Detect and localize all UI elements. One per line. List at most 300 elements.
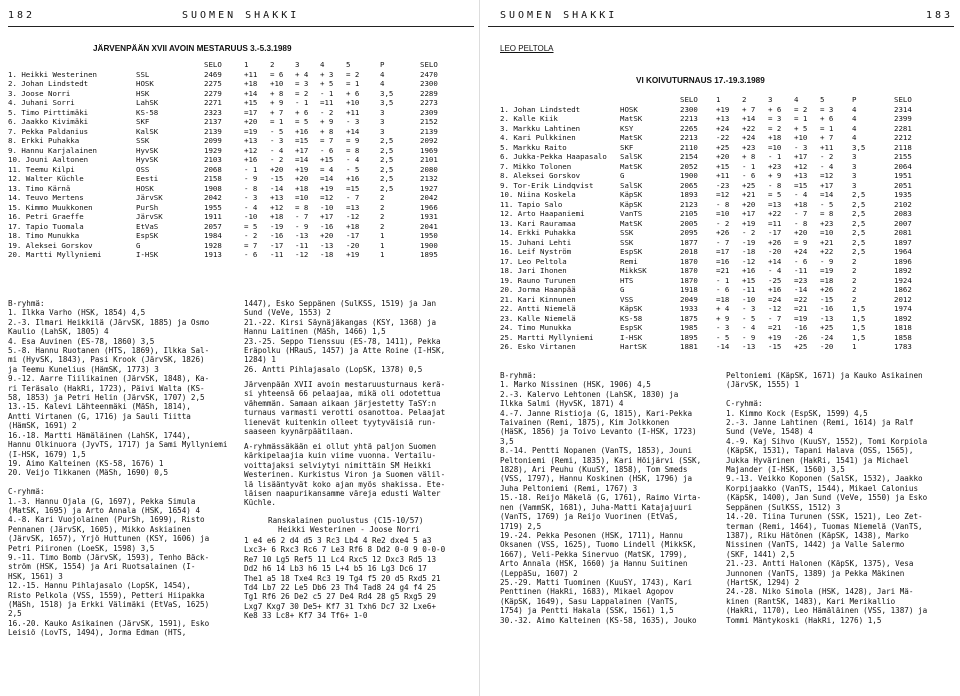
cell-club: PurSh [136, 202, 159, 212]
cell-r1: +13 [244, 136, 258, 145]
cell-r1: +20 [244, 117, 258, 126]
table-row [500, 247, 954, 257]
cell-p: 1,5 [852, 323, 866, 332]
table-row [8, 108, 476, 118]
cell-r2: - 1 [742, 161, 756, 171]
cell-tpr: 2212 [894, 133, 912, 142]
cell-tpr: 1951 [894, 171, 912, 180]
cell-p: 2,5 [380, 155, 394, 164]
cell-r4: +10 [794, 133, 808, 142]
cell-club: SalSK [620, 152, 643, 161]
cell-name: 6. Jaakko Kivimäki [8, 117, 89, 126]
cell-r5: - 9 [820, 256, 834, 266]
cell-r1: - 5 [716, 332, 730, 342]
cell-r1: - 1 [716, 275, 730, 285]
cell-tpr: 2399 [894, 114, 912, 123]
cell-r2: = 1 [270, 117, 284, 126]
cell-p: 3,5 [380, 98, 394, 107]
cell-r3: + 6 [768, 104, 782, 114]
cell-r3: - 9 [295, 221, 309, 231]
cell-name: 10. Jouni Aaltonen [8, 155, 89, 164]
cell-p: 2 [380, 193, 385, 202]
cell-r4: - 4 [794, 190, 808, 199]
cell-r4: +13 [794, 171, 808, 180]
cell-selo: 2005 [680, 218, 698, 228]
cell-p: 2,5 [380, 183, 394, 193]
cell-p: 2 [380, 221, 385, 231]
cell-name: 20. Martti Myllyniemi [8, 250, 102, 259]
cell-r5: +10 [346, 98, 360, 107]
table-row [8, 241, 476, 251]
cell-r2: +22 [742, 123, 756, 133]
cell-r4: -18 [320, 250, 334, 259]
table-row [500, 133, 954, 143]
left-results-continued: 1447), Esko Seppänen (SulKSS, 1519) ja Jan Sund (VeVe, 1553) 2 21.-22. Kirsi Säynäjäkangas (KSY, 1368) ja Hannu Laitinen (MäSh, 1466) 1,5 23.-25. Seppo Tienssuu (ES-78, 1411), Pekka Eräpolku (HRauS, 1457) ja Atte Roine (I-HSK, 1284) 1 26. Antti Pihlajasalo (LopSK, 1378) 0,5 [244, 299, 446, 374]
cell-club: EtVaS [136, 221, 159, 231]
cell-name: 6. Jukka-Pekka Haapasalo [500, 152, 607, 161]
cell-r4: +25 [794, 342, 808, 351]
table-row [500, 171, 954, 181]
cell-r1: -22 [716, 133, 730, 142]
cell-r5: +21 [820, 237, 834, 247]
cell-r1: - 8 [716, 199, 730, 209]
cell-r5: - 5 [346, 164, 360, 174]
table-row [500, 333, 954, 343]
cell-r1: - 3 [716, 323, 730, 332]
cell-r2: = 6 [270, 69, 284, 79]
cell-selo: 2068 [204, 164, 222, 174]
cell-p: 2 [380, 202, 385, 212]
cell-r3: +23 [768, 161, 782, 171]
cell-r3: + 6 [295, 107, 309, 117]
cell-selo: 2275 [204, 79, 222, 88]
cell-r3: -12 [768, 304, 782, 313]
cell-name: 22. Antti Niemelä [500, 304, 576, 313]
cell-r2: +25 [742, 180, 756, 190]
cell-r5: =15 [346, 183, 360, 193]
cell-r2: + 8 [742, 152, 756, 161]
cell-club: HOSK [136, 183, 154, 193]
cell-r3: -11 [295, 240, 309, 250]
cell-club: JärvSK [136, 212, 163, 221]
cell-club: G [620, 285, 625, 294]
cell-r4: - 7 [794, 209, 808, 218]
cell-r2: + 7 [270, 107, 284, 117]
cell-r5: + 7 [820, 133, 834, 142]
cell-r5: +11 [346, 107, 360, 117]
cell-r5: +26 [820, 285, 834, 294]
cell-club: EspSK [620, 323, 643, 332]
cell-name: 20. Jorma Haanpää [500, 285, 576, 294]
cell-r2: +13 [270, 193, 284, 202]
cell-r1: +15 [244, 98, 258, 107]
cell-tpr: 1896 [894, 256, 912, 266]
table-row [500, 124, 954, 134]
cell-p: 4 [380, 69, 385, 79]
cell-r4: +17 [320, 212, 334, 221]
cell-name: 18. Jari Ihonen [500, 266, 567, 275]
cell-name: 8. Erkki Puhakka [8, 136, 80, 145]
cell-p: 3 [380, 107, 385, 117]
cell-r4: + 3 [320, 69, 334, 79]
cell-club: SSK [620, 228, 634, 237]
cell-r1: +20 [716, 152, 730, 161]
left-article-para-1: Järvenpään XVII avoin mestaruusturnaus kerä- si yhteensä 66 pelaajaa, mikä oli odotettua vähemmän. Samaan aikaan järjestetty TaSY:n turnaus varmasti verotti osanottoa. Pelaajat lienevät kuitenkin olleet tyytyväisiä run- saaseen kyynärpäätilaan. [244, 380, 446, 437]
cell-r5: +25 [820, 323, 834, 332]
cell-r3: +20 [295, 174, 309, 183]
cell-club: OSS [136, 164, 150, 174]
cell-selo: 1877 [680, 237, 698, 247]
cell-r2: +24 [742, 133, 756, 142]
cell-r3: =14 [295, 155, 309, 164]
cell-r3: +16 [295, 126, 309, 136]
cell-club: KalSK [136, 126, 159, 136]
cell-club: SSK [136, 136, 150, 145]
cell-r2: - 5 [742, 313, 756, 323]
cell-tpr: 2309 [420, 107, 438, 117]
cell-r3: +19 [768, 332, 782, 342]
cell-club: KS-58 [620, 313, 643, 323]
cell-r5: +11 [820, 142, 834, 152]
cell-r5: =19 [820, 266, 834, 275]
cell-selo: 1900 [680, 171, 698, 180]
cell-club: HyvSK [136, 145, 159, 155]
cell-selo: 2018 [680, 247, 698, 256]
cell-r5: = 8 [346, 145, 360, 155]
cell-club: KS-58 [136, 107, 159, 117]
club-title: LEO PELTOLA [500, 44, 554, 53]
running-title-right: SUOMEN SHAKKI [500, 10, 618, 21]
cell-r2: -10 [742, 294, 756, 304]
cell-r5: -24 [820, 332, 834, 342]
cell-r1: =12 [716, 190, 730, 199]
cell-selo: 1895 [680, 332, 698, 342]
table-row [500, 190, 954, 200]
cell-r3: +22 [768, 209, 782, 218]
cell-club: HartSK [620, 342, 647, 351]
cell-r2: - 9 [742, 332, 756, 342]
cell-p: 4 [852, 123, 857, 133]
cell-selo: 2137 [204, 117, 222, 126]
cell-r4: +20 [320, 231, 334, 240]
cell-r5: =10 [820, 228, 834, 237]
col-round-1: 1 [716, 95, 721, 104]
cell-name: 15. Kimmo Muukkonen [8, 202, 93, 212]
cell-club: VanTS [620, 209, 643, 218]
cell-r1: =21 [716, 266, 730, 275]
cell-name: 2. Johan Lindstedt [8, 79, 89, 88]
cell-r4: = 1 [794, 114, 808, 123]
table-row [500, 314, 954, 324]
cell-selo: 2154 [680, 152, 698, 161]
cell-r4: =21 [794, 304, 808, 313]
table-row [8, 79, 476, 89]
cell-r2: - 2 [270, 155, 284, 164]
cell-selo: 2095 [680, 228, 698, 237]
cell-r2: +20 [742, 199, 756, 209]
cell-name: 26. Esko Virtanen [500, 342, 576, 351]
cell-r4: -10 [320, 202, 334, 212]
cell-r4: =11 [320, 98, 334, 107]
cell-p: 2 [852, 266, 857, 275]
cell-r2: +15 [742, 275, 756, 285]
cell-r1: - 8 [244, 183, 258, 193]
cell-name: 16. Leif Nyström [500, 247, 572, 256]
cell-club: LahSK [136, 98, 159, 107]
cell-r2: +10 [270, 79, 284, 88]
cell-club: HyvSK [136, 155, 159, 164]
cell-club: SSK [620, 237, 634, 247]
cell-selo: 2300 [680, 104, 698, 114]
table-row [500, 295, 954, 305]
cell-r4: = 4 [320, 164, 334, 174]
cell-selo: 2123 [680, 199, 698, 209]
cell-r3: = 8 [295, 202, 309, 212]
cell-name: 12. Walter Küchle [8, 174, 84, 183]
cell-p: 2 [380, 212, 385, 221]
cell-r1: +12 [244, 145, 258, 155]
cell-r3: +19 [295, 164, 309, 174]
cell-tpr: 1950 [420, 231, 438, 240]
cell-name: 18. Timo Munukka [8, 231, 80, 240]
cell-club: Remi [620, 256, 638, 266]
tournament-title-right: VI KOIVUTURNAUS 17.-19.3.1989 [636, 76, 765, 85]
cell-tpr: 2101 [420, 155, 438, 164]
cell-r1: = 7 [244, 240, 258, 250]
cell-p: 2 [852, 294, 857, 304]
cell-r4: =23 [794, 275, 808, 285]
crosstable-right [500, 95, 954, 352]
cell-name: 4. Juhani Sorri [8, 98, 75, 107]
cell-r3: +26 [768, 237, 782, 247]
cell-tpr: 1897 [894, 237, 912, 247]
right-b-group-text: B-ryhmä: 1. Marko Nissinen (HSK, 1906) 4,5 2.-3. Kalervo Lehtonen (LahSK, 1830) ja Ilkka Salmi (HyvSK, 1871) 4 4.-7. Janne Ristioja (G, 1815), Kari-Pekka Taivainen (Remi, 1875), Kim Jolkkonen (HäSK, 1856) ja Toivo Levanto (I-HSK, 1723) 3,5 8.-14. Pentti Nopanen (VanTS, 1853), Jouni Peltoniemi (Remi, 1835), Kari Höijärvi (SSK, 1828), Ari Peuhu (KuuSY, 1858), Tom Smeds (VSS, 1797), Hannu Koskinen (HSK, 1796) ja Juha Peltoniemi (Remi, 1767) 3 15.-18. Reijo Mäkelä (G, 1761), Raimo Virta- nen (VammSK, 1681), Juha-Matti Katajajuuri (VanTS, 1769) ja Reijo Vuorinen (EtVaS, 1719) 2,5 19.-24. Pekka Pesonen (HSK, 1711), Hannu Oksanen (VSS, 1625), Tuomo Lindell (MikkSK, 1667), Veli-Pekka Sinervuo (MatSK, 1799), Arto Annala (HSK, 1660) ja Hannu Suitinen (LeppäSu, 1607) 2 25.-29. Matti Tuominen (KuuSY, 1743), Kari Penttinen (HakRi, 1683), Mikael Agopov (KäpSK, 1649), Sasu Lappalainen (VanTS, 1754) ja Pentti Hakala (SSK, 1561) 1,5 30.-32. Aimo Kalteinen (KS-58, 1635), Jouko [500, 371, 702, 625]
cell-tpr: 2300 [420, 79, 438, 88]
cell-r4: +20 [794, 228, 808, 237]
cell-club: I-HSK [136, 250, 159, 259]
cell-r4: + 5 [794, 123, 808, 133]
cell-r1: - 7 [716, 237, 730, 247]
cell-r5: +16 [346, 174, 360, 183]
cell-selo: 2057 [204, 221, 222, 231]
col-round-1: 1 [244, 60, 249, 69]
cell-club: EspSK [136, 231, 159, 240]
cell-r5: -20 [346, 240, 360, 250]
cell-r5: - 4 [346, 155, 360, 164]
cell-p: 3 [852, 180, 857, 190]
cell-r5: -20 [820, 342, 834, 351]
cell-r4: +12 [794, 161, 808, 171]
table-row [8, 98, 476, 108]
cell-tpr: 2080 [420, 164, 438, 174]
cell-r3: - 1 [295, 98, 309, 107]
cell-p: 1 [380, 240, 385, 250]
cell-club: MatSK [620, 218, 643, 228]
cell-p: 1 [380, 231, 385, 240]
page-number-right: 183 [926, 10, 954, 21]
cell-selo: 1933 [680, 304, 698, 313]
cell-club: HTS [620, 275, 634, 285]
table-row [8, 70, 476, 80]
cell-r5: - 4 [820, 161, 834, 171]
cell-r1: + 9 [716, 313, 730, 323]
cell-r1: +24 [716, 123, 730, 133]
cell-tpr: 1931 [420, 212, 438, 221]
cell-r1: - 9 [244, 174, 258, 183]
cell-tpr: 2051 [894, 180, 912, 190]
cell-p: 1,5 [852, 304, 866, 313]
cell-r4: = 7 [320, 136, 334, 145]
cell-club: JärvSK [136, 193, 163, 202]
cell-selo: 1875 [680, 313, 698, 323]
cell-r1: =19 [244, 126, 258, 136]
cell-r3: =13 [768, 199, 782, 209]
left-article-para-2: A-ryhmässäkään ei ollut yhtä paljon Suomen kärkipelaajia kuin viime vuonna. Vertailu- voittajaksi selviytyi nimittäin SM Heikki Westerinen. Kurkistus Viron ja Suomen välil- lä lisääntyvät koko ajan myös shakissa. Ete- läisen naapurikansamme väreja edusti Walter Küchle. [244, 442, 446, 508]
cell-r1: - 6 [244, 250, 258, 259]
col-round-3: 3 [768, 95, 773, 104]
cell-p: 2,5 [852, 218, 866, 228]
cell-p: 2,5 [852, 237, 866, 247]
cell-r1: =17 [716, 247, 730, 256]
cell-r2: -18 [742, 247, 756, 256]
cell-r3: =24 [768, 294, 782, 304]
cell-club: I-HSK [620, 332, 643, 342]
cell-name: 15. Juhani Lehti [500, 237, 572, 247]
cell-r2: -11 [270, 250, 284, 259]
cell-r4: - 8 [794, 218, 808, 228]
cell-r1: + 4 [716, 304, 730, 313]
cell-tpr: 2007 [894, 218, 912, 228]
col-round-4: 4 [794, 95, 799, 104]
cell-selo: 1929 [204, 145, 222, 155]
cell-tpr: 1858 [894, 332, 912, 342]
cell-r3: +17 [295, 145, 309, 155]
cell-club: EspSK [620, 247, 643, 256]
cell-tpr: 2132 [420, 174, 438, 183]
cell-r2: -14 [270, 183, 284, 193]
cell-name: 14. Teuvo Mertens [8, 193, 84, 202]
cell-r5: +22 [820, 247, 834, 256]
cell-r3: -25 [768, 275, 782, 285]
cell-r2: +23 [742, 142, 756, 152]
cell-name: 4. Kari Pulkkinen [500, 133, 576, 142]
table-row [500, 105, 954, 115]
cell-p: 1,5 [852, 313, 866, 323]
table-row [8, 203, 476, 213]
right-page [480, 0, 960, 696]
table-row [8, 231, 476, 241]
cell-tpr: 1818 [894, 323, 912, 332]
cell-selo: 2139 [204, 126, 222, 136]
table-row [500, 152, 954, 162]
cell-r3: -20 [768, 247, 782, 256]
table-row [8, 250, 476, 260]
table-row [8, 146, 476, 156]
cell-club: HOSK [136, 79, 154, 88]
cell-club: KäpSK [620, 304, 643, 313]
col-round-2: 2 [742, 95, 747, 104]
cell-selo: 2105 [680, 209, 698, 218]
game-moves: 1 e4 e6 2 d4 d5 3 Rc3 Lb4 4 Re2 dxe4 5 a3 Lxc3+ 6 Rxc3 Rc6 7 Le3 Rf6 8 Dd2 0-0 9 0-0-0 Re7 10 Lg5 Ref5 11 Lc4 Rxc5 12 Dxc3 Rd5 13 Dd2 h6 14 Lb3 h6 15 L+4 b5 16 Lg3 Dc6 17 The1 a5 18 Txe4 Rc3 19 Tg4 f5 20 d5 Rxd5 21 Td4 Lb7 22 Le5 Db6 23 Th4 Tad8 24 g4 f4 25 Tg1 Rf6 26 De2 c5 27 De4 Rd4 28 g5 Rxg5 29 Lxg7 Kxg7 30 De5+ Kf7 31 Txh6 Dc7 32 Lxe6+ Ke8 33 Lc8+ Kf7 34 Tf6+ 1-0 [244, 536, 446, 621]
cell-name: 16. Petri Graeffe [8, 212, 84, 221]
cell-r2: -17 [270, 240, 284, 250]
cell-selo: 2279 [204, 88, 222, 98]
cell-r1: -14 [716, 342, 730, 351]
left-groups-text: B-ryhmä: 1. Ilkka Varho (HSK, 1854) 4,5 2.-3. Ilmari Heikkilä (JärvSK, 1885) ja Osmo Kaulio (LahSK, 1805) 4 4. Esa Auvinen (ES-78, 1860) 3,5 5.-8. Hannu Ruotanen (HTS, 1869), Ilkka Sal- mi (HyvSK, 1843), Pasi Krook (JärvSK, 1826) ja Teemu Kunelius (HämSK, 1773) 3 9.-12. Aarre Tiilikainen (JärvSK, 1848), Ka- ri Teräsalo (HakRi, 1723), Päivi Walta (KS- 58, 1853) ja Petri Helin (JärvSK, 1707) 2,5 13.-15. Kalevi Lähteenmäki (MäSh, 1814), Antti Virtanen (G, 1716) ja Sauli Tiitta (HämSK, 1691) 2 16.-18. Martti Hämäläinen (LahSK, 1744), Hannu Olkinuora (JyvTS, 1717) ja Sami Myllyniemi (I-HSK, 1679) 1,5 19. Aimo Kalteinen (KS-58, 1676) 1 20. Veijo Tikkanen (MäSh, 1690) 0,5 C-ryhmä: 1.-3. Hannu Ojala (G, 1697), Pekka Simula (MatSK, 1695) ja Arto Annala (HSK, 1654) 4 4.-8. Kari Vuojolainen (PurSh, 1699), Risto Pennanen (JärvSK, 1605), Mikko Askiainen (JärvSK, 1657), Yrjö Huttunen (KSY, 1606) ja Petri Piironen (LoeSK, 1598) 3,5 9.-11. Timo Bomb (JärvSK, 1593), Tenho Bäck- ström (HSK, 1554) ja Ari Ruotsalainen (I- HSK, 1561) 3 12.-15. Hannu Pihlajasalo (LopSK, 1454), Risto Pelkola (VSS, 1559), Petteri Hiipakka (MäSh, 1518) ja Erkki Välimäki (EtVaS, 1625) 2,5 16.-20. Kauko Asikainen (JärvSK, 1591), Esko Leisiö (LovTS, 1494), Jorma Edman (HTS, [8, 299, 228, 638]
cell-r1: +26 [716, 228, 730, 237]
cell-tpr: 1966 [420, 202, 438, 212]
cell-r4: =12 [320, 193, 334, 202]
cell-selo: 2213 [680, 114, 698, 123]
cell-r3: -15 [768, 342, 782, 351]
table-row [8, 184, 476, 194]
cell-r1: +25 [716, 142, 730, 152]
col-round-5: 5 [820, 95, 825, 104]
cell-r5: = 3 [820, 104, 834, 114]
cell-r1: =18 [716, 294, 730, 304]
cell-tpr: 2041 [420, 221, 438, 231]
cell-tpr: 2273 [420, 98, 438, 107]
cell-tpr: 2092 [420, 136, 438, 145]
cell-club: G [136, 240, 141, 250]
cell-selo: 1881 [680, 342, 698, 351]
table-row [500, 143, 954, 153]
cell-r2: - 5 [270, 126, 284, 136]
cell-tpr: 1783 [894, 342, 912, 351]
cell-tpr: 1969 [420, 145, 438, 155]
page-number-left: 182 [8, 10, 36, 21]
cell-name: 19. Rauno Turunen [500, 275, 576, 285]
cell-r5: - 3 [346, 117, 360, 126]
cell-p: 2,5 [852, 228, 866, 237]
cell-tpr: 2064 [894, 161, 912, 171]
cell-selo: 1955 [204, 202, 222, 212]
cell-p: 2,5 [380, 174, 394, 183]
cell-name: 9. Hannu Karjalainen [8, 145, 97, 155]
cell-tpr: 2281 [894, 123, 912, 133]
cell-p: 2,5 [380, 164, 394, 174]
cell-r4: + 9 [320, 117, 334, 126]
col-selo: SELO [680, 95, 698, 104]
cell-selo: 1913 [204, 250, 222, 259]
cell-p: 1 [380, 250, 385, 259]
cell-name: 3. Markku Lahtinen [500, 123, 581, 133]
cell-r3: = 3 [768, 114, 782, 123]
cell-r4: +24 [794, 247, 808, 256]
cell-p: 2 [852, 285, 857, 294]
cell-r4: +18 [794, 199, 808, 209]
cell-tpr: 2139 [420, 126, 438, 136]
cell-r1: -23 [716, 180, 730, 190]
cell-p: 2,5 [380, 145, 394, 155]
cell-r3: -12 [295, 250, 309, 259]
cell-r3: +18 [295, 183, 309, 193]
cell-selo: 1985 [680, 323, 698, 332]
cell-name: 14. Erkki Puhakka [500, 228, 576, 237]
cell-selo: 2213 [680, 133, 698, 142]
cell-r1: +14 [244, 88, 258, 98]
table-row [500, 257, 954, 267]
cell-r4: - 6 [320, 145, 334, 155]
cell-r4: + 5 [320, 79, 334, 88]
cell-r4: - 6 [794, 256, 808, 266]
cell-r3: = 2 [768, 123, 782, 133]
cell-r5: - 5 [820, 199, 834, 209]
cell-r5: + 6 [346, 88, 360, 98]
cell-p: 4 [380, 79, 385, 88]
cell-r2: +20 [270, 164, 284, 174]
cell-p: 3 [380, 117, 385, 126]
